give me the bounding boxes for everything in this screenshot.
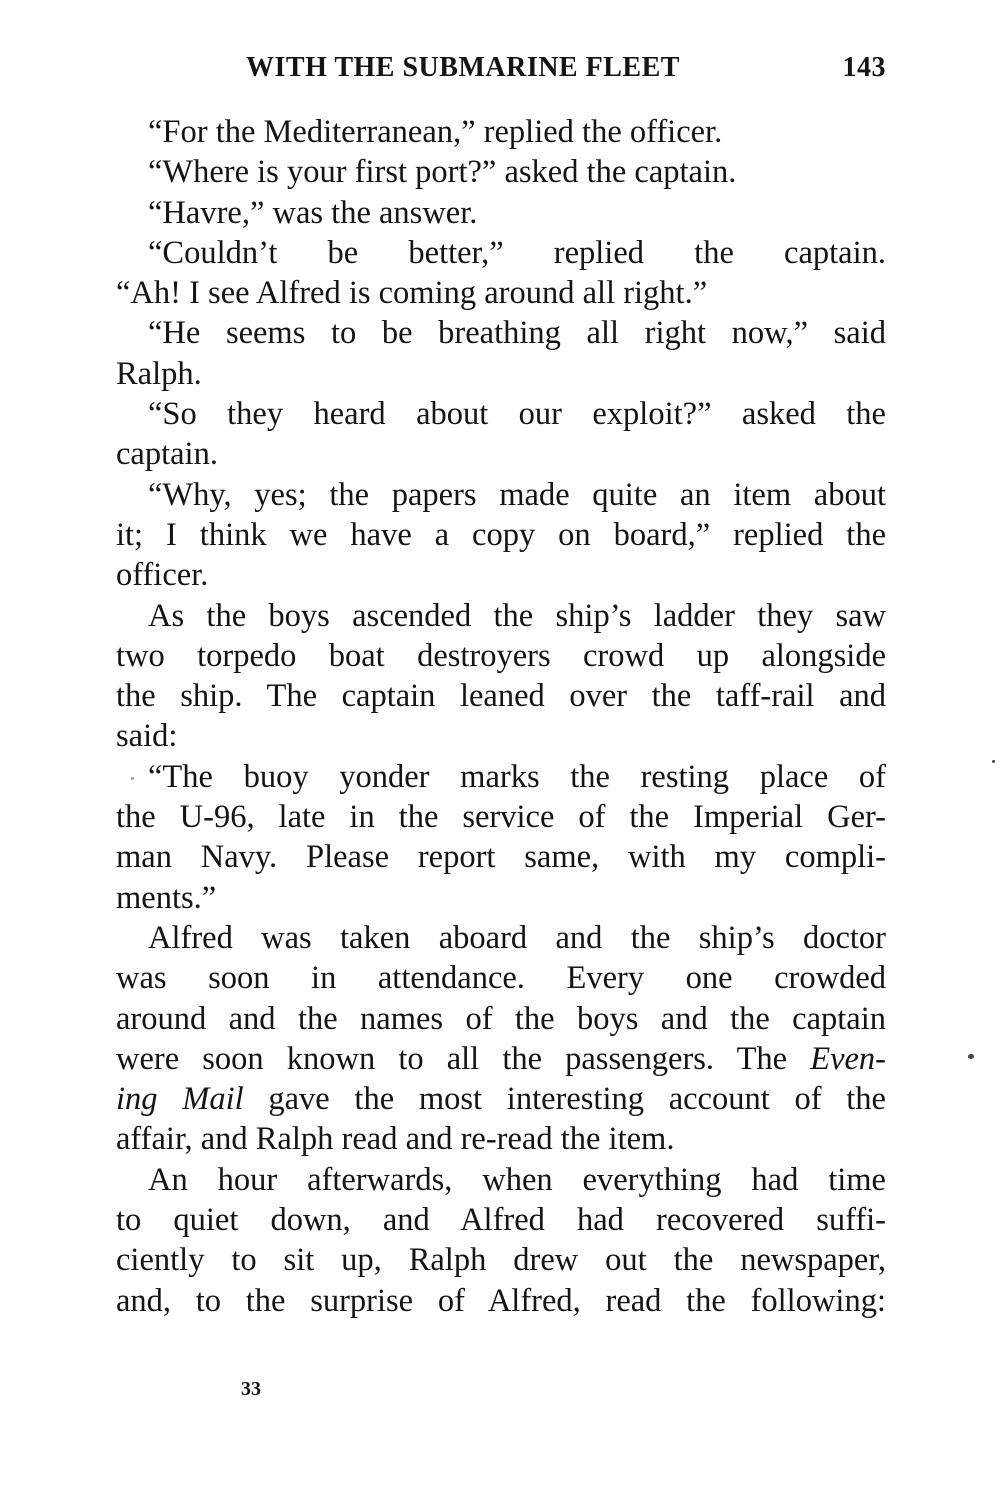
- text-line: around and the names of the boys and the captain: [116, 1000, 886, 1037]
- ink-speck: [968, 1054, 974, 1059]
- paragraph: [116, 918, 886, 1160]
- text-line: “The buoy yonder marks the resting place of: [148, 758, 886, 795]
- signature-mark: 33: [241, 1378, 261, 1400]
- text-line: As the boys ascended the ship’s ladder they saw: [148, 597, 886, 634]
- text-line: the U-96, late in the service of the Imperial Ger-: [116, 799, 886, 836]
- text-line: An hour afterwards, when everything had time: [148, 1161, 886, 1198]
- text-line: “Ah! I see Alfred is coming around all right.”: [116, 275, 708, 312]
- text-line: man Navy. Please report same, with my compli-: [116, 839, 886, 876]
- text-line: ments.”: [116, 879, 217, 916]
- text-run: were soon known to all the passengers. The: [116, 1040, 811, 1077]
- text-line: “Why, yes; the papers made quite an item about: [148, 476, 886, 513]
- paragraph: [116, 394, 886, 475]
- text-line: affair, and Ralph read and re-read the item.: [116, 1121, 675, 1158]
- text-line: it; I think we have a copy on board,” replied the: [116, 516, 886, 553]
- text-line: Ralph.: [116, 355, 202, 392]
- paragraph: [116, 313, 886, 394]
- text-line: “Couldn’t be better,” replied the captain.: [148, 234, 886, 271]
- text-line: [116, 1039, 886, 1079]
- body-text: [116, 112, 886, 1321]
- text-line: the ship. The captain leaned over the taff-rail and: [116, 678, 886, 715]
- running-head: [246, 46, 886, 90]
- paragraph: [116, 1160, 886, 1321]
- text-line: “Where is your first port?” asked the captain.: [148, 154, 737, 191]
- paragraph: [116, 233, 886, 314]
- text-line: ciently to sit up, Ralph drew out the newspaper,: [116, 1242, 886, 1279]
- text-line: “So they heard about our exploit?” asked the: [148, 396, 886, 433]
- italic-run: Even-: [810, 1040, 886, 1077]
- text-line: [116, 1079, 886, 1119]
- text-run: gave the most interesting account of the: [243, 1081, 886, 1118]
- paragraph: [116, 112, 886, 152]
- text-line: said:: [116, 718, 178, 755]
- paragraph: [116, 152, 886, 192]
- ink-speck: [992, 760, 995, 763]
- text-line: two torpedo boat destroyers crowd up alongside: [116, 637, 886, 674]
- text-line: officer.: [116, 557, 209, 594]
- text-line: to quiet down, and Alfred had recovered suffi-: [116, 1202, 886, 1239]
- text-line: “He seems to be breathing all right now,” said: [148, 315, 886, 352]
- italic-run: ing Mail: [116, 1081, 244, 1118]
- text-line: was soon in attendance. Every one crowded: [116, 960, 886, 997]
- ink-speck: [131, 777, 134, 780]
- paragraph: [116, 596, 886, 757]
- text-line: “Havre,” was the answer.: [148, 194, 478, 231]
- text-line: Alfred was taken aboard and the ship’s doctor: [148, 919, 886, 956]
- page-number: 143: [842, 52, 886, 83]
- text-line: “For the Mediterranean,” replied the officer.: [148, 114, 723, 150]
- paragraph: [116, 193, 886, 233]
- running-head-title: WITH THE SUBMARINE FLEET: [246, 52, 680, 83]
- text-line: and, to the surprise of Alfred, read the following:: [116, 1282, 886, 1319]
- paragraph: [116, 475, 886, 596]
- text-line: captain.: [116, 436, 218, 473]
- paragraph: [116, 757, 886, 918]
